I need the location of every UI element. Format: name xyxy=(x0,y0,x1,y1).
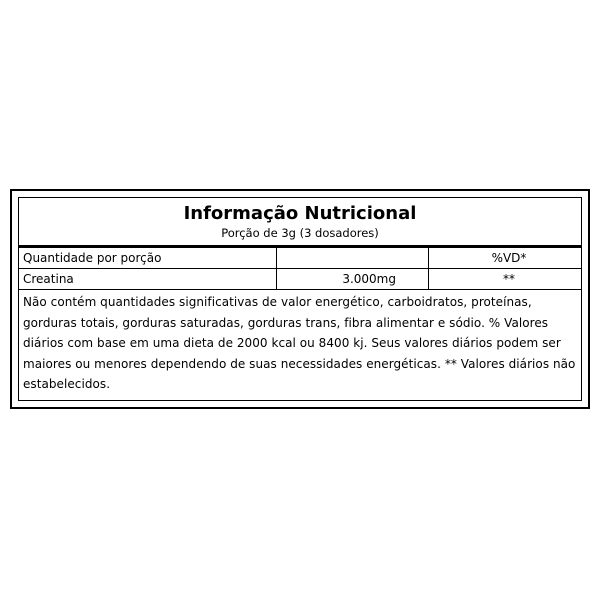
nutrition-facts-frame xyxy=(18,197,582,401)
label-title: Informação Nutricional xyxy=(183,203,417,224)
nutrition-facts-label xyxy=(10,189,590,409)
label-header xyxy=(19,198,581,248)
table-header-row xyxy=(19,248,581,269)
portion-size: Porção de 3g (3 dosadores) xyxy=(221,226,379,240)
footnote-text: Não contém quantidades significativas de valor energético, carboidratos, proteínas, gorduras totais, gorduras saturadas, gorduras trans, fibra alimentar e sódio. % Valores diários com base em uma dieta de 2000 kcal ou 8400 kj. Seus valores diários podem ser maiores ou menores dependendo de suas necessidades energéticas. ** Valores diários não estabelecidos. xyxy=(23,295,576,391)
amount-header xyxy=(277,248,429,268)
nutrient-amount: 3.000mg xyxy=(277,269,429,289)
nutrient-name: Creatina xyxy=(19,269,277,289)
nutrient-vd: ** xyxy=(503,272,515,286)
quantity-header: Quantidade por porção xyxy=(19,248,277,268)
vd-header: %VD* xyxy=(491,251,527,265)
table-row xyxy=(19,269,581,290)
